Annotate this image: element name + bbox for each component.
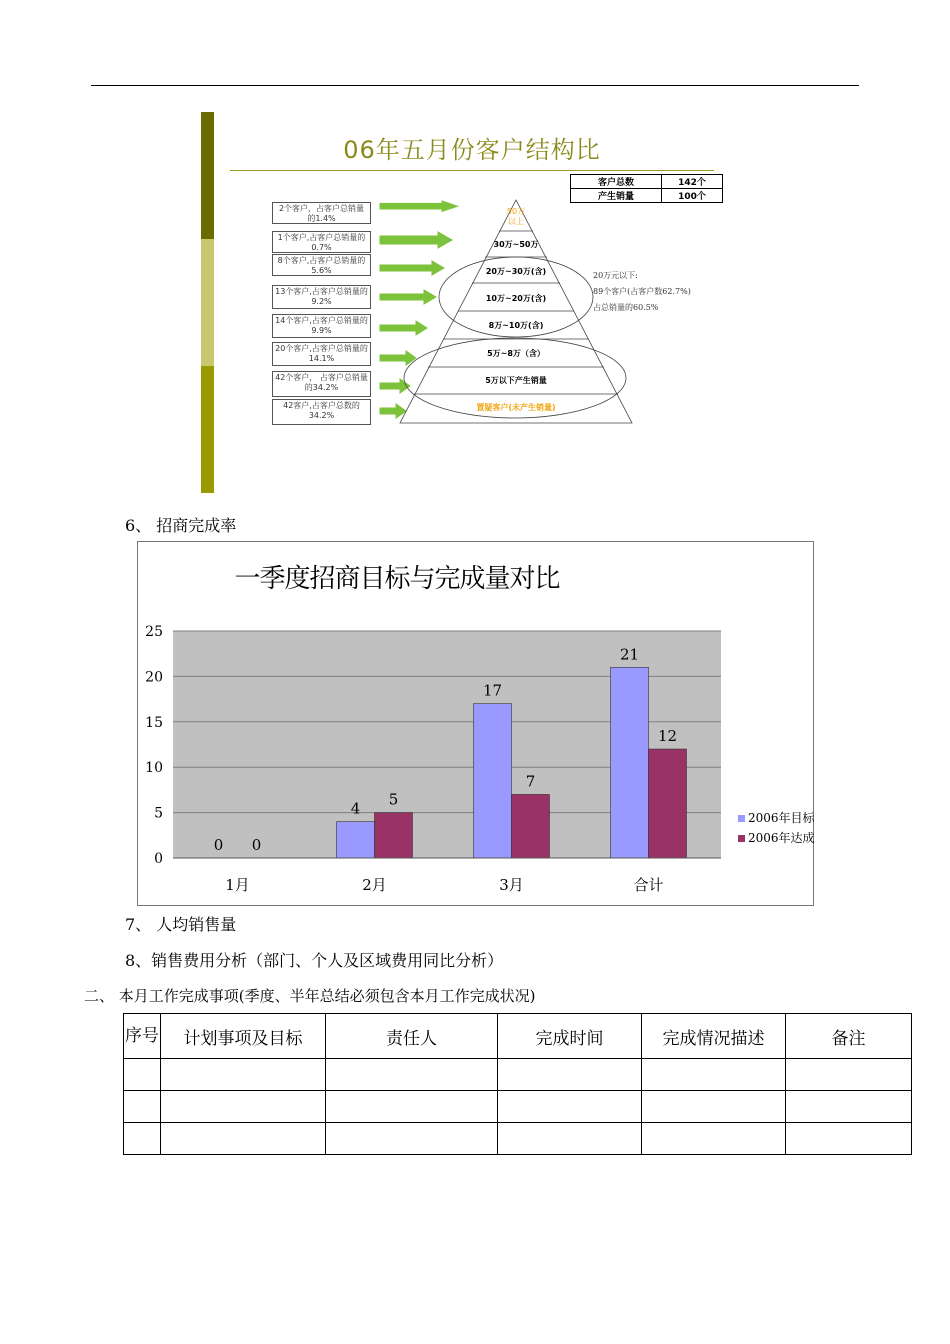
section-8-heading: 8、销售费用分析（部门、个人及区域费用同比分析） xyxy=(125,951,504,970)
y-tick-label: 5 xyxy=(154,805,163,822)
table-cell[interactable] xyxy=(326,1091,498,1123)
arrow-icon xyxy=(380,261,444,275)
data-label: 0 xyxy=(251,836,262,854)
customer-label-box: 14个客户,占客户总销量的9.9% xyxy=(272,314,371,338)
table-row xyxy=(124,1059,912,1091)
bar-target xyxy=(611,667,649,858)
summary-label: 客户总数 xyxy=(571,175,662,189)
tier-label: 30万~50万 xyxy=(493,240,539,249)
table-cell[interactable] xyxy=(498,1091,642,1123)
tier-label-top: 50万以上 xyxy=(506,207,526,226)
arrow-icon xyxy=(380,290,436,304)
data-label: 7 xyxy=(525,772,536,791)
section-7-heading: 7、 人均销售量 xyxy=(125,915,237,934)
customer-label-box: 42个客户， 占客户总销量的34.2% xyxy=(272,371,371,397)
slide-title: 06年五月份客户结构比 xyxy=(343,136,601,164)
customer-label-box: 1个客户,占客户总销量的0.7% xyxy=(272,231,371,253)
customer-label-box: 2个客户，占客户总销量的1.4% xyxy=(272,202,371,224)
table-cell[interactable] xyxy=(161,1091,326,1123)
customer-label-box: 13个客户,占客户总销量的9.2% xyxy=(272,285,371,309)
table-cell[interactable] xyxy=(786,1123,912,1155)
data-label: 5 xyxy=(388,790,399,809)
header-cell-owner: 责任人 xyxy=(326,1014,498,1059)
x-tick-label: 1月 xyxy=(225,876,250,894)
tier-label: 5万~8万（含） xyxy=(487,349,545,358)
x-tick-label: 3月 xyxy=(499,876,524,894)
table-cell[interactable] xyxy=(161,1059,326,1091)
legend-label: 2006年达成 xyxy=(748,831,815,845)
arrow-icon xyxy=(380,232,452,248)
slide-bar-light xyxy=(201,239,214,366)
tier-label: 5万以下产生销量 xyxy=(485,376,547,385)
summary-label: 产生销量 xyxy=(571,189,662,203)
table-cell[interactable] xyxy=(642,1123,786,1155)
data-label: 21 xyxy=(619,645,640,664)
legend-item xyxy=(738,808,815,828)
x-tick-label: 2月 xyxy=(362,876,387,894)
y-tick-label: 0 xyxy=(154,851,163,867)
note-line: 占总销量的60.5% xyxy=(593,303,659,312)
y-tick-label: 25 xyxy=(145,624,163,640)
header-cell-notes: 备注 xyxy=(786,1014,912,1059)
table-cell[interactable] xyxy=(161,1123,326,1155)
bar-achieved xyxy=(512,794,550,858)
table-row xyxy=(124,1091,912,1123)
table-cell[interactable] xyxy=(326,1123,498,1155)
header-cell-index: 序号 xyxy=(124,1014,161,1059)
under-200k-note xyxy=(593,268,691,316)
arrow-icon xyxy=(380,379,410,393)
header-cell-plan: 计划事项及目标 xyxy=(161,1014,326,1059)
header-cell-time: 完成时间 xyxy=(498,1014,642,1059)
table-cell[interactable] xyxy=(642,1059,786,1091)
chart-title: 一季度招商目标与完成量对比 xyxy=(234,564,560,594)
summary-row xyxy=(571,175,723,189)
note-line: 20万元以下: xyxy=(593,271,638,280)
chart-legend xyxy=(738,808,815,848)
table-header-row xyxy=(124,1014,912,1059)
tier-label-bottom: 置疑客户(未产生销量) xyxy=(476,403,556,412)
customer-label-box: 8个客户,占客户总销量的5.6% xyxy=(272,254,371,276)
section-2-heading: 二、 本月工作完成事项(季度、半年总结必须包含本月工作完成状况) xyxy=(84,987,536,1005)
tier-label: 8万~10万(含) xyxy=(488,321,544,330)
slide-bar-dark xyxy=(201,112,214,239)
legend-label: 2006年目标 xyxy=(748,811,815,825)
table-cell[interactable] xyxy=(498,1059,642,1091)
bar-achieved xyxy=(649,749,687,858)
table-cell[interactable] xyxy=(786,1059,912,1091)
data-label: 4 xyxy=(350,799,361,818)
legend-swatch xyxy=(738,835,745,842)
tier-label: 10万~20万(含) xyxy=(485,294,547,303)
tier-label: 20万~30万(含) xyxy=(485,267,547,276)
y-tick-label: 10 xyxy=(145,760,163,777)
y-tick-label: 15 xyxy=(145,714,163,731)
table-row xyxy=(124,1123,912,1155)
note-line: 89个客户(占客户数62.7%) xyxy=(593,287,691,296)
arrow-icon xyxy=(380,351,416,365)
bar-target xyxy=(337,822,375,858)
table-cell[interactable] xyxy=(124,1059,161,1091)
bar-target xyxy=(474,704,512,858)
arrow-icon xyxy=(380,404,406,418)
summary-value: 100个 xyxy=(662,189,723,203)
arrow-icon xyxy=(380,321,427,335)
data-label: 17 xyxy=(482,681,503,700)
work-items-table xyxy=(123,1013,912,1155)
table-cell[interactable] xyxy=(326,1059,498,1091)
bar-achieved xyxy=(375,813,413,858)
customer-label-box: 42客户,占客户总数的34.2% xyxy=(272,399,371,425)
table-cell[interactable] xyxy=(498,1123,642,1155)
summary-value: 142个 xyxy=(662,175,723,189)
table-cell[interactable] xyxy=(124,1123,161,1155)
arrow-icon xyxy=(380,201,458,212)
table-cell[interactable] xyxy=(642,1091,786,1123)
legend-swatch xyxy=(738,815,745,822)
y-tick-label: 20 xyxy=(145,669,163,686)
x-tick-label: 合计 xyxy=(633,876,664,894)
header-cell-status: 完成情况描述 xyxy=(642,1014,786,1059)
slide-title-rule xyxy=(230,170,714,171)
table-cell[interactable] xyxy=(786,1091,912,1123)
customer-label-box: 20个客户,占客户总销量的14.1% xyxy=(272,342,371,366)
legend-item xyxy=(738,828,815,848)
top-rule xyxy=(91,85,859,86)
slide-bar-mid xyxy=(201,366,214,493)
data-label: 12 xyxy=(657,727,678,746)
table-cell[interactable] xyxy=(124,1091,161,1123)
bar-chart xyxy=(137,541,814,906)
section-6-heading: 6、 招商完成率 xyxy=(125,516,237,535)
data-label: 0 xyxy=(213,836,224,854)
